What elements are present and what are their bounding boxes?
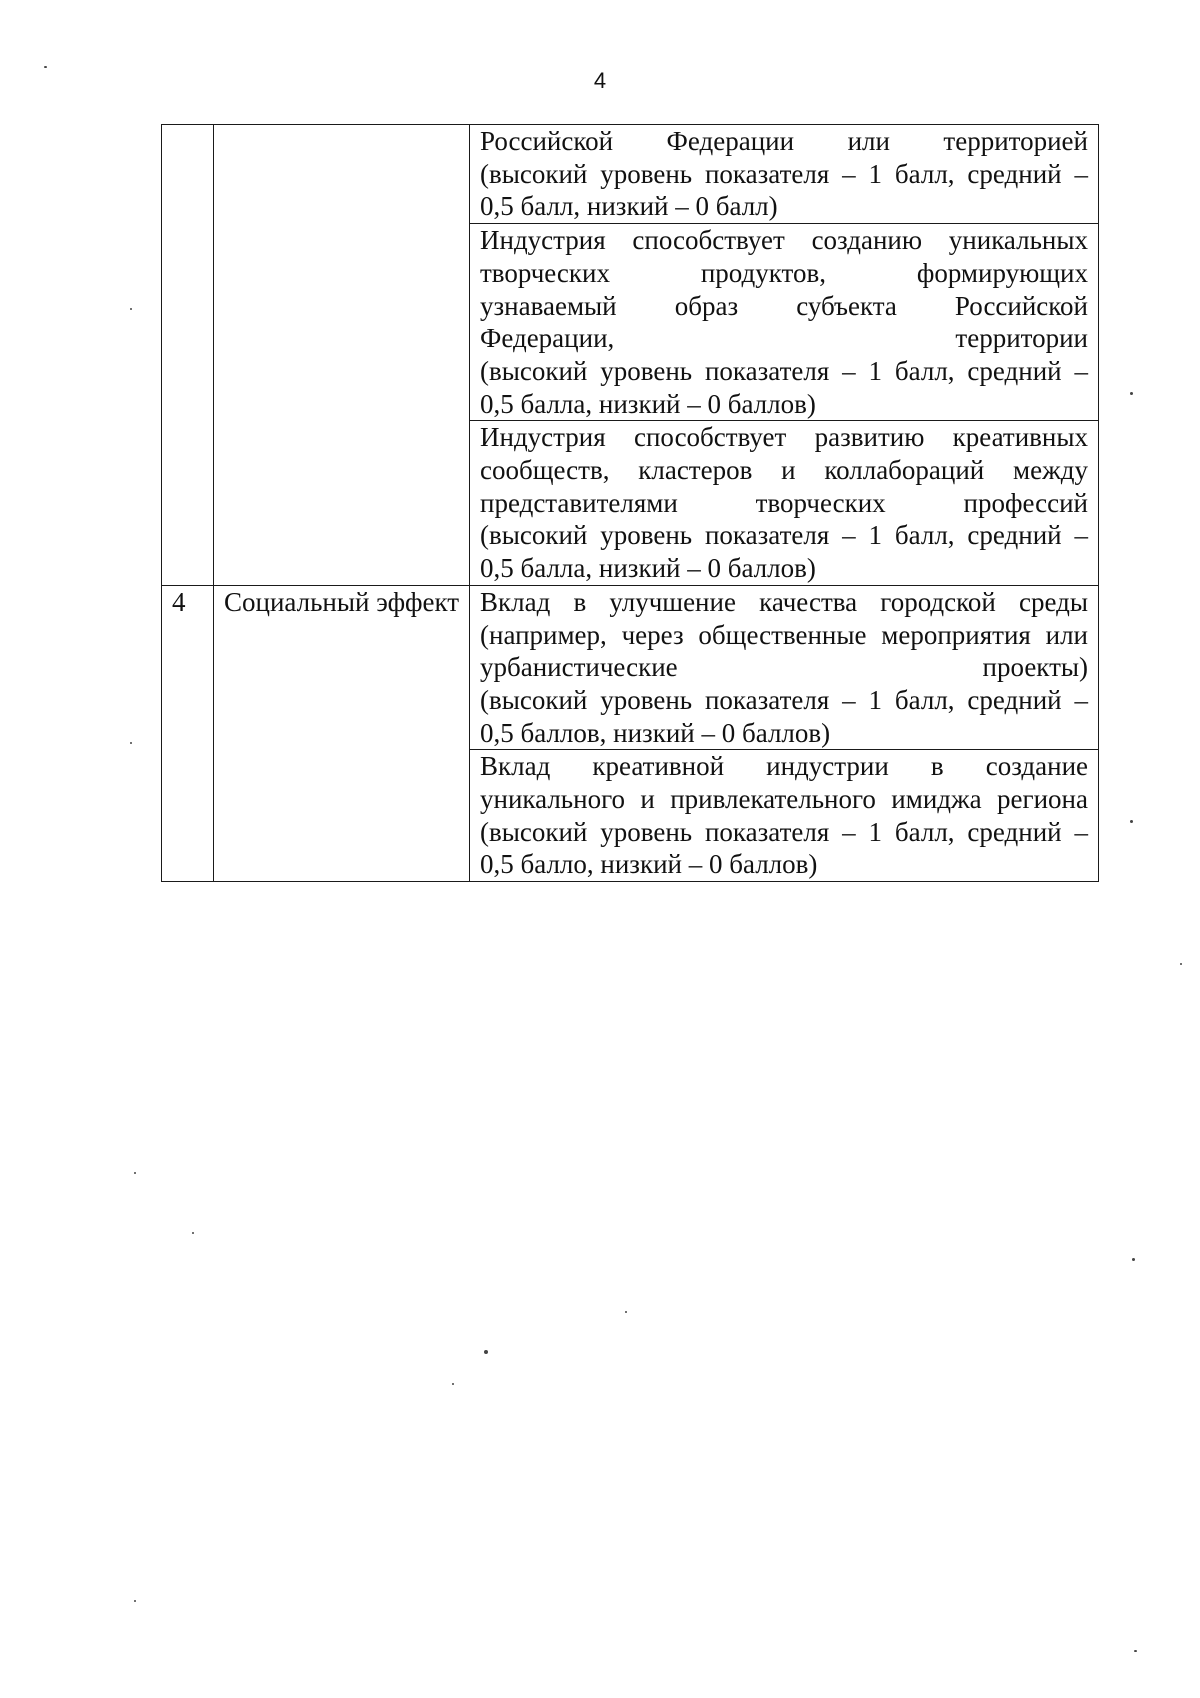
description-line: уникального и привлекательного имиджа региона <box>480 784 1088 815</box>
criteria-table <box>161 124 1099 882</box>
indicator-description-cell <box>470 125 1099 224</box>
scan-speck <box>1130 392 1133 395</box>
table-row <box>162 750 1099 882</box>
criterion-name-cell <box>214 224 470 421</box>
scan-speck <box>192 1232 194 1234</box>
description-line: Вклад креативной индустрии в создание <box>480 751 1088 782</box>
criterion-name-cell <box>214 750 470 882</box>
description-line: Федерации, территории <box>480 323 1088 354</box>
indicator-description-cell <box>470 585 1099 750</box>
description-line: Вклад в улучшение качества городской среды <box>480 586 1088 617</box>
page-number: 4 <box>593 68 607 93</box>
scan-speck <box>134 1172 136 1174</box>
row-number-cell <box>162 224 214 421</box>
table-row <box>162 125 1099 224</box>
description-line: (высокий уровень показателя – 1 балл, средний – <box>480 520 1088 551</box>
description-line: узнаваемый образ субъекта Российской <box>480 290 1088 321</box>
scan-speck <box>130 308 132 310</box>
description-line: творческих продуктов, формирующих <box>480 257 1088 288</box>
description-line: сообществ, кластеров и коллабораций между <box>480 455 1088 486</box>
scan-speck <box>1180 963 1182 965</box>
criteria-table-body <box>162 125 1099 882</box>
row-number-cell: 4 <box>162 585 214 750</box>
description-line: представителями творческих профессий <box>480 487 1088 518</box>
description-line: 0,5 балло, низкий – 0 баллов) <box>480 849 818 880</box>
description-line: 0,5 балла, низкий – 0 баллов) <box>480 553 816 584</box>
description-line: (высокий уровень показателя – 1 балл, средний – <box>480 816 1088 847</box>
indicator-description-cell <box>470 421 1099 586</box>
description-line: 0,5 баллов, низкий – 0 баллов) <box>480 717 831 748</box>
description-line: (высокий уровень показателя – 1 балл, средний – <box>480 355 1088 386</box>
table-row <box>162 224 1099 421</box>
description-line: (высокий уровень показателя – 1 балл, средний – <box>480 158 1088 189</box>
description-line: Индустрия способствует созданию уникальных <box>480 225 1088 256</box>
table-row <box>162 585 1099 750</box>
description-line: 0,5 балл, низкий – 0 балл) <box>480 191 778 222</box>
description-line: урбанистические проекты) <box>480 652 1088 683</box>
description-line: 0,5 балла, низкий – 0 баллов) <box>480 388 816 419</box>
scan-speck <box>44 66 47 68</box>
indicator-description-cell <box>470 224 1099 421</box>
description-line: (например, через общественные мероприятия или <box>480 619 1088 650</box>
description-line: Индустрия способствует развитию креативных <box>480 422 1088 453</box>
criterion-name-cell <box>214 421 470 586</box>
row-number-cell <box>162 421 214 586</box>
indicator-description-cell <box>470 750 1099 882</box>
scan-speck <box>1132 1258 1135 1261</box>
criterion-name-cell <box>214 125 470 224</box>
criterion-name-cell: Социальный эффект <box>214 585 470 750</box>
scan-speck <box>452 1383 454 1385</box>
scan-speck <box>484 1350 488 1354</box>
description-line: (высокий уровень показателя – 1 балл, средний – <box>480 684 1088 715</box>
row-number-cell <box>162 125 214 224</box>
scan-speck <box>130 742 132 744</box>
row-number-cell <box>162 750 214 882</box>
scan-speck <box>134 1600 136 1602</box>
scan-speck <box>1130 820 1133 823</box>
scan-speck <box>625 1311 627 1313</box>
description-line: Российской Федерации или территорией <box>480 126 1088 156</box>
table-row <box>162 421 1099 586</box>
scan-speck <box>1134 1650 1137 1652</box>
